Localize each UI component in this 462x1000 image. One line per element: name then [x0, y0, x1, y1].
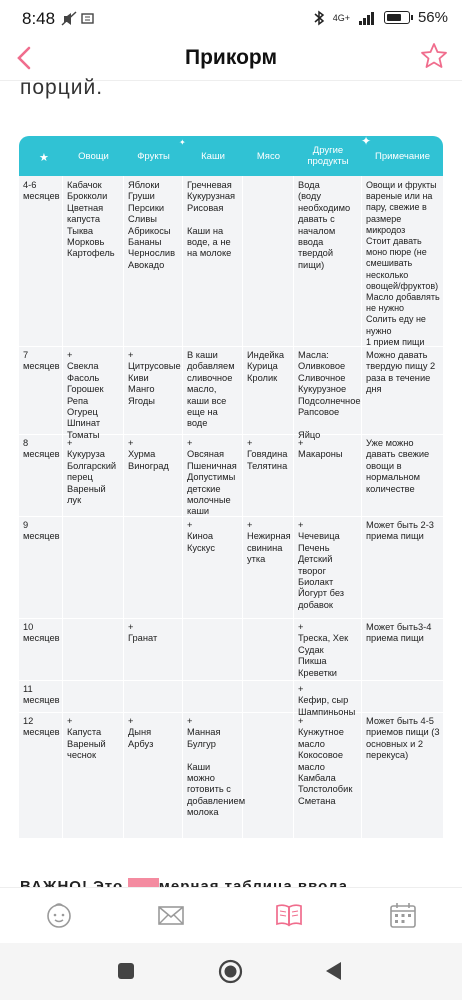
cell-fruits — [124, 516, 183, 618]
notification-icons — [62, 11, 98, 30]
table-row — [19, 346, 443, 440]
cell-note: Можно давать твердую пищу 2 раза в течение дня — [366, 350, 436, 395]
battery-icon — [384, 11, 410, 24]
feeding-table — [19, 136, 443, 838]
cell-note: Может быть 4-5 приемов пищи (3 основных и 2 перекуса) — [366, 716, 440, 761]
cell-age: 7 месяцев — [19, 346, 63, 434]
cell-note: Может быть3-4 приема пищи — [366, 622, 432, 644]
header-age — [19, 136, 63, 176]
cell-cereals — [183, 618, 243, 680]
header-vegetables: Овощи — [78, 150, 109, 162]
sparkle-icon: ★ — [39, 152, 49, 164]
status-time: 8:48 — [22, 9, 56, 28]
cell-age: 10 месяцев — [19, 618, 63, 680]
table-row — [19, 176, 443, 347]
cell-vegetables: + Капуста Вареный чеснок — [63, 712, 124, 838]
cell-cereals: В каши добавляем сливочное масло, каши все еще на воде — [183, 346, 243, 434]
cell-cereals: + Киноа Кускус — [183, 516, 243, 618]
cell-vegetables: + Свекла Фасоль Горошек Репа Огурец Шпинат Томаты — [63, 346, 124, 434]
cell-cereals: + Овсяная Пшеничная Допустимы детские молочные каши — [183, 434, 243, 516]
envelope-icon[interactable] — [156, 900, 186, 930]
bluetooth-icon — [313, 10, 325, 26]
cell-meat — [243, 176, 294, 346]
back-triangle-icon[interactable] — [324, 961, 344, 981]
cell-vegetables: Кабачок Брокколи Цветная капуста Тыква Морковь Картофель — [63, 176, 124, 346]
cell-meat: + Нежирная свинина утка — [243, 516, 294, 618]
cell-vegetables: + Кукуруза Болгарский перец Вареный лук — [63, 434, 124, 516]
cell-other: Масла: Оливковое Сливочное Кукурузное Подсолнечное Рапсовое Яйцо — [294, 346, 362, 434]
baby-face-icon[interactable] — [44, 900, 74, 930]
cell-note: Овощи и фрукты вареные или на пару, свежие в размере микродоз Стоит давать моно пюре (не смешивать несколько овощей/фруктов) Масло добавлять не нужно Солить еду не нужно 1 прием пищи — [366, 180, 440, 347]
status-bar — [0, 0, 462, 38]
cell-age: 4-6 месяцев — [19, 176, 63, 346]
calendar-icon[interactable] — [388, 900, 418, 930]
star-outline-icon[interactable] — [420, 42, 448, 70]
cell-vegetables — [63, 618, 124, 680]
cell-fruits: + Гранат — [124, 618, 183, 680]
cell-note: Уже можно давать свежие овощи в нормальном количестве — [366, 438, 430, 494]
cell-cereals: + Манная Булгур Каши можно готовить с добавлением молока — [183, 712, 243, 838]
header-fruits: Фрукты — [137, 150, 170, 162]
intro-text: порций. — [20, 76, 104, 99]
cell-meat: Индейка Курица Кролик — [243, 346, 294, 434]
cell-other: + Кефир, сыр Шампиньоны — [294, 680, 362, 712]
bottom-navigation — [0, 887, 462, 944]
cell-cereals: Гречневая Кукурузная Рисовая Каши на воде, а не на молоке — [183, 176, 243, 346]
cell-other: + Треска, Хек Судак Пикша Креветки — [294, 618, 362, 680]
page-title: Прикорм — [185, 46, 277, 69]
cell-fruits: Яблоки Груши Персики Сливы Абрикосы Бананы Чернослив Авокадо — [124, 176, 183, 346]
mute-icon — [62, 11, 98, 27]
cell-vegetables — [63, 680, 124, 712]
book-icon[interactable] — [274, 900, 304, 930]
cell-meat — [243, 680, 294, 712]
cell-other: Вода (воду необходимо давать с началом ввода твердой пищи) — [294, 176, 362, 346]
table-row — [19, 618, 443, 681]
cell-other: + Кунжутное масло Кокосовое масло Камбала Толстолобик Сметана — [294, 712, 362, 838]
cell-age: 12 месяцев — [19, 712, 63, 838]
header-cereals: Каши — [201, 150, 225, 162]
signal-icon — [358, 11, 376, 25]
cell-age: 8 месяцев — [19, 434, 63, 516]
home-icon[interactable] — [218, 959, 243, 984]
cell-other: + Макароны — [294, 434, 362, 516]
cell-fruits: + Цитрусовые Киви Манго Ягоды — [124, 346, 183, 434]
cell-other: + Чечевица Печень Детский творог Биолакт Йогурт без добавок — [294, 516, 362, 618]
cell-fruits: + Хурма Виноград — [124, 434, 183, 516]
cell-meat — [243, 618, 294, 680]
table-row — [19, 712, 443, 838]
table-row — [19, 680, 443, 717]
battery-level: 56% — [417, 9, 448, 26]
table-header — [19, 136, 443, 176]
status-right — [313, 9, 448, 26]
header-note: Примечание — [375, 150, 430, 162]
app-header — [0, 38, 462, 81]
sparkle-icon: ✦ — [361, 134, 372, 148]
network-type: 4G+ — [332, 12, 350, 23]
cell-vegetables — [63, 516, 124, 618]
cell-meat: + Говядина Телятина — [243, 434, 294, 516]
cell-age: 9 месяцев — [19, 516, 63, 618]
cell-fruits: + Дыня Арбуз — [124, 712, 183, 838]
cell-cereals — [183, 680, 243, 712]
table-row — [19, 516, 443, 619]
table-row — [19, 434, 443, 517]
cell-note: Может быть 2-3 приема пищи — [366, 520, 434, 542]
header-meat: Мясо — [256, 150, 281, 162]
cell-age: 11 месяцев — [19, 680, 63, 712]
recent-apps-icon[interactable] — [117, 962, 135, 980]
cell-meat — [243, 712, 294, 838]
header-other: Другие продукты — [307, 145, 349, 167]
sparkle-icon: ✦ — [179, 138, 186, 147]
system-navigation — [0, 943, 462, 1000]
cell-note — [362, 680, 443, 712]
cell-fruits — [124, 680, 183, 712]
